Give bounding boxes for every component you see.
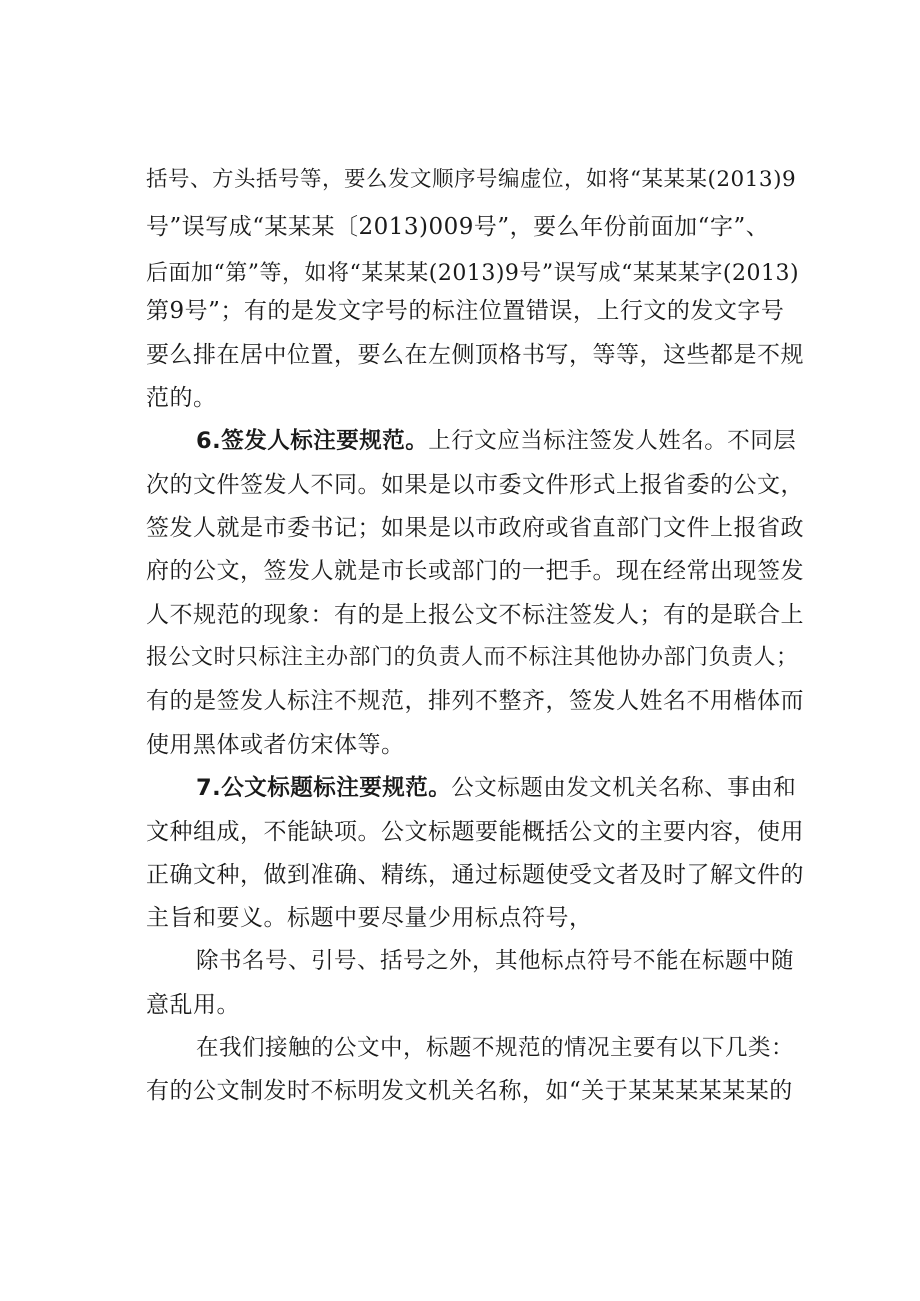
paragraph-2-line-2: 次的文件签发人不同。如果是以市委文件形式上报省委的公文， — [146, 472, 804, 498]
paragraph-2-line-5: 人不规范的现象：有的是上报公文不标注签发人；有的是联合上 — [146, 602, 804, 628]
paragraph-2-line-8: 使用黑体或者仿宋体等。 — [146, 732, 405, 758]
paragraph-1-line-4: 第9号”；有的是发文字号的标注位置错误，上行文的发文字号 — [146, 298, 785, 324]
paragraph-3-line-3: 正确文种，做到准确、精练，通过标题使受文者及时了解文件的 — [146, 862, 804, 888]
paragraph-1-line-1: 括号、方头括号等，要么发文顺序号编虚位，如将“某某某(2013)9 — [146, 167, 797, 192]
paragraph-2-line-1 — [196, 426, 806, 456]
paragraph-1-line-2: 号”误写成“某某某〔2013)009号”，要么年份前面加“字”、 — [146, 214, 770, 240]
paragraph-3-line-2: 文种组成，不能缺项。公文标题要能概括公文的主要内容，使用 — [146, 819, 804, 845]
paragraph-1-line-6: 范的。 — [146, 385, 217, 411]
paragraph-5-line-2: 有的公文制发时不标明发文机关名称，如“关于某某某某某某的 — [146, 1078, 793, 1104]
section-7-heading: 7.公文标题标注要规范。 — [196, 775, 452, 801]
paragraph-3-line-4: 主旨和要义。标题中要尽量少用标点符号， — [146, 905, 593, 931]
paragraph-2-line-4: 府的公文，签发人就是市长或部门的一把手。现在经常出现签发 — [146, 558, 804, 584]
paragraph-4-line-2: 意乱用。 — [146, 992, 240, 1018]
paragraph-2-line-3: 签发人就是市委书记；如果是以市政府或省直部门文件上报省政 — [146, 515, 804, 541]
paragraph-2-first-text: 上行文应当标注签发人姓名。不同层 — [428, 428, 797, 454]
paragraph-2-line-7: 有的是签发人标注不规范，排列不整齐，签发人姓名不用楷体而 — [146, 688, 804, 714]
section-6-heading: 6.签发人标注要规范。 — [196, 428, 429, 454]
paragraph-1-line-3: 后面加“第”等，如将“某某某(2013)9号”误写成“某某某字(2013) — [146, 261, 800, 286]
paragraph-1-line-5: 要么排在居中位置，要么在左侧顶格书写，等等，这些都是不规 — [146, 342, 804, 368]
paragraph-3-first-text: 公文标题由发文机关名称、事由和 — [451, 775, 797, 801]
paragraph-3-line-1 — [196, 773, 806, 803]
paragraph-5-line-1: 在我们接触的公文中，标题不规范的情况主要有以下几类： — [196, 1035, 795, 1061]
paragraph-2-line-6: 报公文时只标注主办部门的负责人而不标注其他协办部门负责人； — [146, 645, 799, 670]
paragraph-4-line-1: 除书名号、引号、括号之外，其他标点符号不能在标题中随 — [196, 948, 795, 974]
